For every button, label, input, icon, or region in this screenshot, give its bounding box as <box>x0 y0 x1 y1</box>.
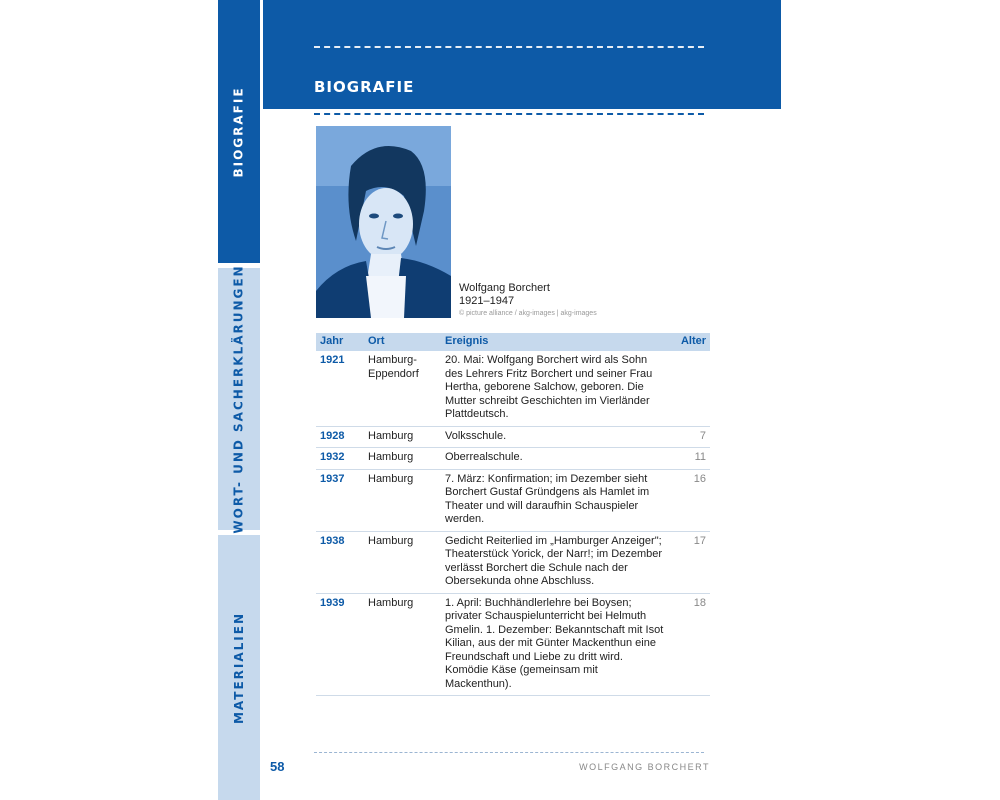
cell-ereignis: Oberrealschule. <box>441 448 671 470</box>
cell-alter: 11 <box>671 448 710 470</box>
cell-alter <box>671 351 710 426</box>
cell-ereignis: 7. März: Konfirmation; im Dezember sieht Borchert Gustaf Gründgens als Hamlet im Theater und will daraufhin Schauspieler werden. <box>441 469 671 531</box>
tab-materialien-label: MATERIALIEN <box>232 611 246 724</box>
cell-ort: Hamburg-Eppendorf <box>364 351 441 426</box>
table-row <box>316 351 710 426</box>
cell-ort: Hamburg <box>364 593 441 696</box>
cell-alter: 17 <box>671 531 710 593</box>
tab-wort-label: WORT- UND SACHERKLÄRUNGEN <box>232 264 246 534</box>
portrait-caption-years: 1921–1947 <box>459 295 515 307</box>
header-ort: Ort <box>364 333 441 351</box>
tab-materialien[interactable] <box>218 535 260 800</box>
cell-jahr: 1932 <box>316 448 364 470</box>
tab-biografie[interactable] <box>218 0 260 263</box>
cell-ort: Hamburg <box>364 448 441 470</box>
cell-alter: 16 <box>671 469 710 531</box>
footer-divider <box>314 752 704 753</box>
header-alter: Alter <box>671 333 710 351</box>
portrait-caption-name: Wolfgang Borchert <box>459 282 550 294</box>
table-row <box>316 469 710 531</box>
table-row <box>316 531 710 593</box>
tab-wort-und-sacherklaerungen[interactable] <box>218 264 260 534</box>
cell-jahr: 1937 <box>316 469 364 531</box>
table-row <box>316 426 710 448</box>
cell-jahr: 1921 <box>316 351 364 426</box>
cell-jahr: 1928 <box>316 426 364 448</box>
cell-jahr: 1938 <box>316 531 364 593</box>
tab-biografie-label: BIOGRAFIE <box>232 85 246 178</box>
header-divider-bottom <box>314 113 704 115</box>
table-row <box>316 593 710 696</box>
page-number: 58 <box>270 759 285 774</box>
cell-ereignis: Gedicht Reiterlied im „Hamburger Anzeiger"; Theaterstück Yorick, der Narr!; im Dezember verlässt Borchert die Schule nach der Obersekunda ohne Abschluss. <box>441 531 671 593</box>
header-ereignis: Ereignis <box>441 333 671 351</box>
cell-alter: 7 <box>671 426 710 448</box>
cell-ort: Hamburg <box>364 426 441 448</box>
biography-table <box>316 333 710 696</box>
cell-ereignis: Volksschule. <box>441 426 671 448</box>
header-divider-top <box>314 46 704 48</box>
header-jahr: Jahr <box>316 333 364 351</box>
cell-ort: Hamburg <box>364 531 441 593</box>
footer-author: WOLFGANG BORCHERT <box>579 762 710 772</box>
cell-ereignis: 20. Mai: Wolfgang Borchert wird als Sohn des Lehrers Fritz Borchert und seiner Frau Hertha, geborene Salchow, geboren. Die Mutter schreibt Geschichten im Vierländer Plattdeutsch. <box>441 351 671 426</box>
page-title: BIOGRAFIE <box>314 78 415 96</box>
cell-alter: 18 <box>671 593 710 696</box>
cell-ereignis: 1. April: Buchhändlerlehre bei Boysen; privater Schauspielunterricht bei Helmuth Gmelin. 1. Dezember: Bekanntschaft mit Isot Kilian, aus der mit Günter Mackenthun eine Freundschaft und Liebe zu dritt wird. Komödie Käse (gemeinsam mit Mackenthun). <box>441 593 671 696</box>
cell-ort: Hamburg <box>364 469 441 531</box>
table-row <box>316 448 710 470</box>
table-header-row <box>316 333 710 351</box>
cell-jahr: 1939 <box>316 593 364 696</box>
portrait-credit: © picture alliance / akg-images | akg-images <box>459 310 597 317</box>
portrait-image <box>316 126 451 318</box>
